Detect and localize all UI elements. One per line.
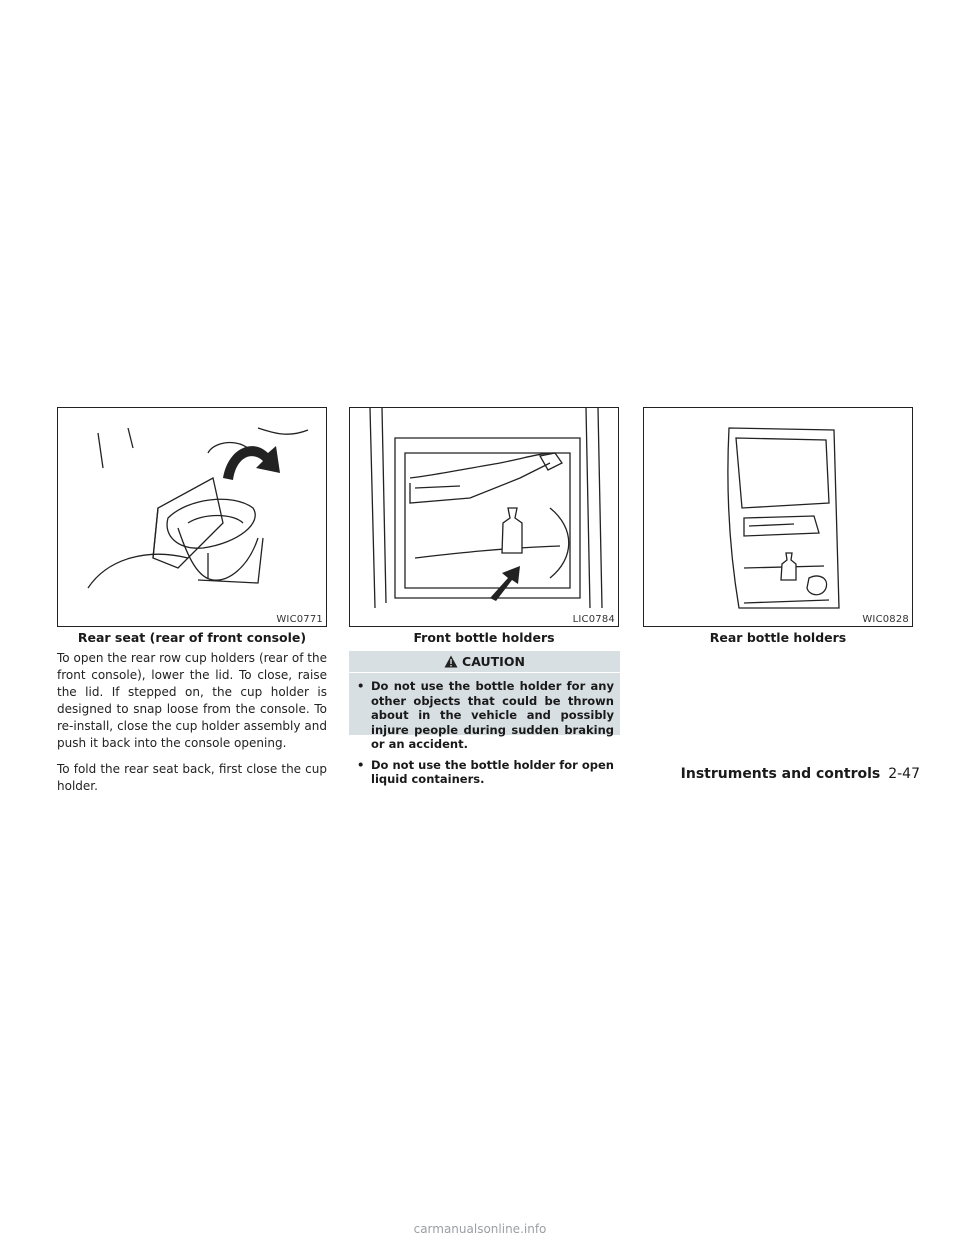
caution-header — [349, 651, 620, 673]
page-footer — [681, 766, 920, 782]
caution-box — [349, 651, 620, 786]
figure-code: LIC0784 — [572, 614, 615, 625]
figure-caption: Front bottle holders — [413, 630, 555, 645]
body-paragraph: To fold the rear seat back, first close the cup holder. — [57, 762, 327, 793]
caution-item: • Do not use the bottle holder for any other objects that could be thrown about in the vehicle and possibly injure people during sudden braking or an accident. — [357, 679, 614, 752]
rotate-arrow-icon — [223, 446, 280, 480]
figure-caption: Rear bottle holders — [709, 630, 847, 645]
warning-triangle-icon — [444, 655, 458, 668]
front-door-bottle-holder-illustration — [350, 408, 619, 627]
caution-item: • Do not use the bottle holder for open liquid containers. — [357, 758, 614, 787]
figure-front-bottle-holders — [349, 407, 619, 627]
body-paragraph: To open the rear row cup holders (rear of the front console), lower the lid. To close, raise the lid. If stepped on, the cup holder is designed to snap loose from the console. To re-install, close the cup holder assembly and push it back into the console opening. — [57, 651, 327, 750]
watermark: carmanualsonline.info — [413, 1222, 547, 1236]
rear-door-bottle-holder-illustration — [644, 408, 913, 627]
figure-rear-bottle-holders — [643, 407, 913, 627]
body-text — [57, 650, 327, 804]
figure-rear-seat-cup-holder — [57, 407, 327, 627]
figure-code: WIC0828 — [862, 614, 909, 625]
caution-list — [349, 679, 620, 787]
pointer-arrow-icon — [490, 566, 520, 601]
caution-title: CAUTION — [462, 654, 525, 669]
page-number: 2-47 — [888, 766, 920, 782]
cup-holder-illustration — [58, 408, 327, 627]
figure-caption: Rear seat (rear of front console) — [77, 630, 307, 645]
section-title: Instruments and controls — [680, 766, 881, 782]
figure-code: WIC0771 — [276, 614, 323, 625]
